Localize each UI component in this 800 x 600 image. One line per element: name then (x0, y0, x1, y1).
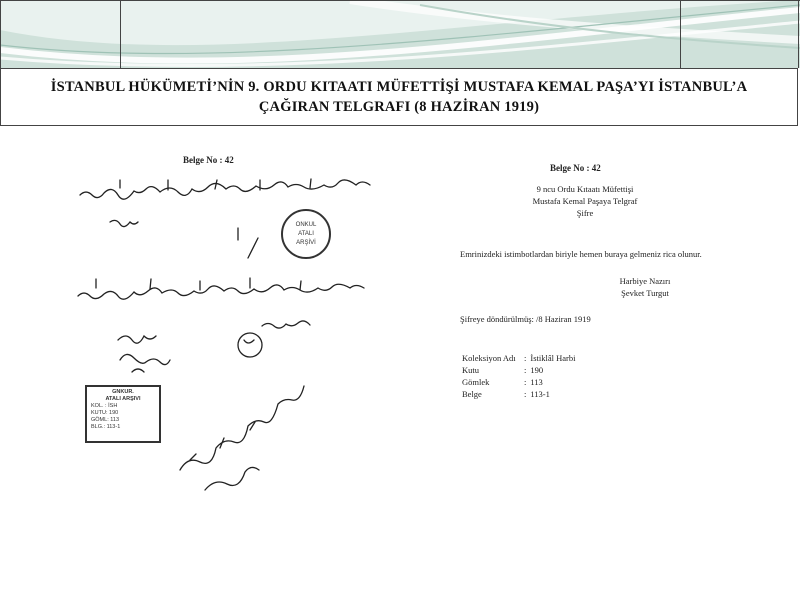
box-stamp-title1: GNKUR. (112, 389, 134, 395)
registry-sep: : (524, 353, 527, 363)
round-archive-stamp (281, 209, 331, 259)
signature-block (600, 275, 690, 299)
left-belge-label: Belge No : 42 (183, 155, 234, 165)
recipient-line: Mustafa Kemal Paşaya Telgraf (532, 196, 638, 206)
registry-label: Gömlek (462, 377, 490, 387)
table-row (462, 353, 579, 365)
box-stamp-row: KOL. : İSH (91, 403, 118, 409)
box-stamp-row: GÖML: 113 (91, 417, 120, 423)
registry-label: Kutu (462, 365, 479, 375)
registry-value: 113 (530, 377, 543, 387)
round-stamp-line2: ATALI (298, 230, 314, 237)
table-row (462, 377, 579, 389)
registry-value: 113-1 (530, 389, 550, 399)
registry-value: İstiklâl Harbi (530, 353, 576, 363)
registry-label: Belge (462, 389, 482, 399)
box-stamp-row: BLG.: 113-1 (91, 424, 121, 430)
registry-value: 190 (530, 365, 544, 375)
registry-sep: : (524, 389, 527, 399)
page-title: İSTANBUL HÜKÜMETİ’NİN 9. ORDU KITAATI MÜFETTİŞİ MUSTAFA KEMAL PAŞA’YI İSTANBUL’A ÇAĞIRAN TELGRAFI (8 HAZİRAN 1919) (50, 79, 748, 115)
box-archive-stamp (85, 385, 161, 443)
recipient-line: 9 ncu Ordu Kıtaatı Müfettişi (536, 184, 634, 194)
registry-sep: : (524, 365, 527, 375)
recipient-line: Şifre (576, 208, 594, 218)
cipher-note: Şifreye döndürülmüş: /8 Haziran 1919 (460, 314, 591, 324)
round-stamp-line1: ONKUL (295, 221, 317, 228)
box-stamp-title2: ATALI ARŞIVI (105, 396, 141, 402)
table-row (462, 389, 579, 401)
round-stamp-line3: ARŞİVİ (296, 239, 316, 246)
box-stamp-row: KUTU: 190 (91, 410, 119, 416)
signature-name: Şevket Turgut (621, 288, 669, 298)
signature-title: Harbiye Nazırı (619, 276, 671, 286)
right-belge-label: Belge No : 42 (550, 163, 601, 173)
registry-label: Koleksiyon Adı (462, 353, 516, 363)
message-text: Emrinizdeki istimbotlardan biriyle hemen buraya gelmeniz rica olunur. (460, 249, 702, 259)
table-row (462, 365, 579, 377)
recipient-block (500, 183, 670, 219)
registry-table (462, 353, 579, 401)
registry-sep: : (524, 377, 527, 387)
